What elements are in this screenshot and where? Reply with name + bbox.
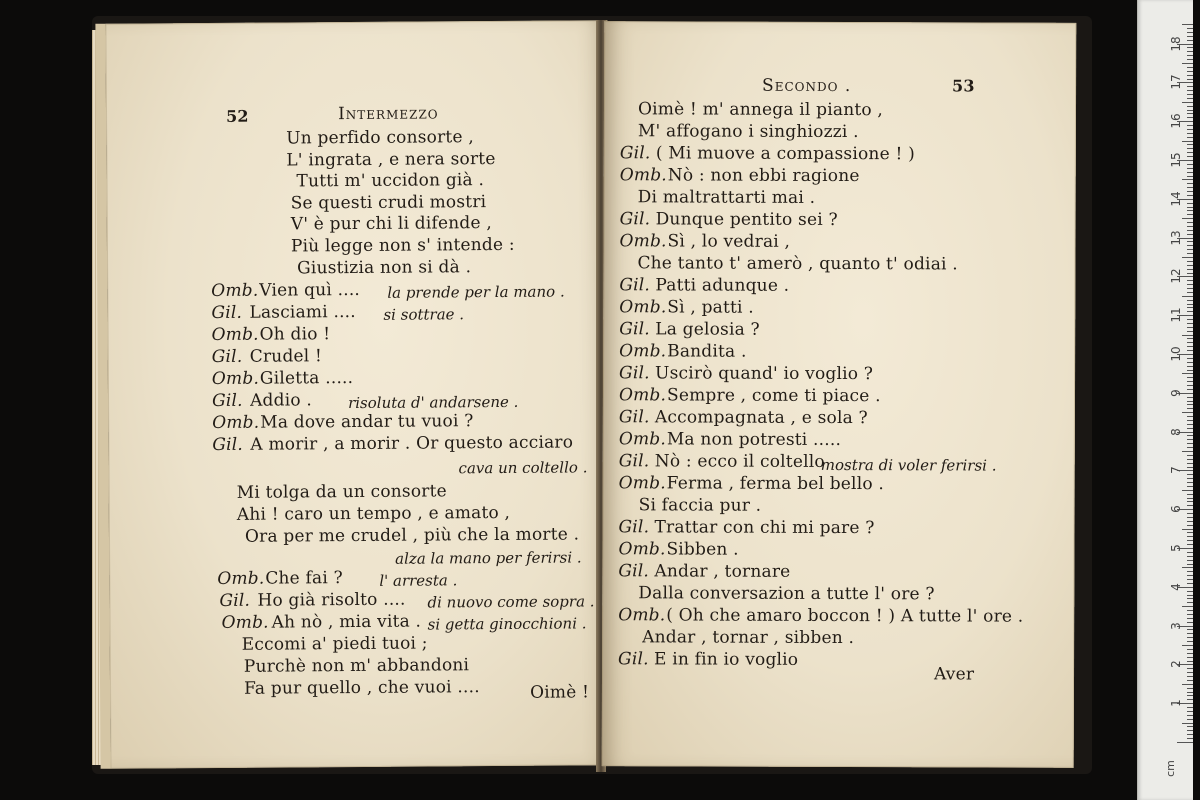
ruler-tick (1187, 67, 1193, 68)
verse-line: Ho già risolto .... (257, 589, 406, 611)
ruler-tick (1187, 280, 1193, 281)
stage-direction: si getta ginocchioni . (427, 614, 587, 634)
ruler-tick (1187, 71, 1193, 72)
ruler-tick (1187, 579, 1193, 580)
verse-line: Che fai ? (265, 568, 343, 589)
ruler-tick (1187, 552, 1193, 553)
verse-line: Tutti m' uccidon già . (296, 170, 485, 192)
ruler-tick (1187, 86, 1193, 87)
ruler-tick (1187, 176, 1193, 177)
stage-direction: la prende per la mano . (387, 282, 565, 302)
ruler-tick (1187, 152, 1193, 153)
ruler-tick (1187, 304, 1193, 305)
ruler-tick (1187, 300, 1193, 301)
ruler-tick (1187, 591, 1193, 592)
verse-line: La gelosia ? (655, 319, 760, 340)
verse-line: Uscirò quand' io voglio ? (655, 363, 874, 385)
ruler-tick (1187, 261, 1193, 262)
right-page (602, 21, 1077, 768)
ruler-tick (1187, 467, 1193, 468)
ruler-tick (1187, 622, 1193, 623)
ruler-tick (1187, 265, 1193, 266)
ruler-tick (1177, 742, 1193, 743)
ruler-tick (1187, 385, 1193, 386)
ruler-tick (1187, 292, 1193, 293)
ruler-tick (1187, 75, 1193, 76)
ruler-tick (1187, 90, 1193, 91)
ruler-tick (1187, 377, 1193, 378)
page-number: 53 (952, 76, 975, 96)
verse-line: Nò : ecco il coltello (654, 451, 825, 472)
ruler-tick (1187, 125, 1193, 126)
speaker-name: Gil. (219, 590, 251, 611)
ruler-tick (1182, 24, 1193, 25)
ruler-tick (1187, 424, 1193, 425)
ruler-label: 8 (1169, 427, 1183, 436)
speaker-name: Omb. (619, 165, 667, 186)
verse-line: Ma dove andar tu vuoi ? (260, 411, 474, 433)
ruler-tick (1187, 401, 1193, 402)
ruler-tick (1187, 245, 1193, 246)
speaker-name: Gil. (211, 302, 243, 323)
ruler-tick (1182, 373, 1193, 374)
ruler-tick (1187, 207, 1193, 208)
ruler-label: 18 (1169, 35, 1183, 52)
ruler-tick (1187, 164, 1193, 165)
stage-direction: mostra di voler ferirsi . (820, 455, 997, 475)
ruler-tick (1187, 726, 1193, 727)
ruler-tick (1187, 443, 1193, 444)
ruler-tick (1187, 203, 1193, 204)
ruler-tick (1187, 338, 1193, 339)
ruler-label: 17 (1169, 74, 1183, 91)
ruler-tick (1187, 79, 1193, 80)
ruler-tick (1187, 494, 1193, 495)
stage-direction: cava un coltello . (458, 458, 588, 478)
left-page (95, 20, 612, 769)
verse-line: Ahi ! caro un tempo , e amato , (236, 502, 511, 525)
verse-line: Ah nò , mia vita . (271, 611, 422, 633)
ruler-tick (1187, 404, 1193, 405)
verse-line: M' affogano i singhiozzi . (637, 121, 859, 143)
ruler-tick (1187, 269, 1193, 270)
ruler-tick (1187, 730, 1193, 731)
ruler-tick (1187, 148, 1193, 149)
ruler-tick (1187, 144, 1193, 145)
verse-line: Crudel ! (249, 346, 323, 367)
verse-line: Lasciami .... (249, 301, 356, 323)
ruler-tick (1187, 381, 1193, 382)
ruler-tick (1187, 637, 1193, 638)
ruler-tick (1187, 734, 1193, 735)
ruler-label: 11 (1169, 307, 1183, 323)
ruler-tick (1187, 672, 1193, 673)
verse-line: L' ingrata , e nera sorte (286, 149, 496, 171)
speaker-name: Gil. (619, 363, 650, 384)
speaker-name: Omb. (618, 429, 667, 450)
verse-line: Sempre , come ti piace . (666, 385, 881, 407)
ruler-tick (1187, 455, 1193, 456)
ruler-tick (1182, 257, 1193, 258)
ruler-tick (1182, 179, 1193, 180)
verse-line: Nò : non ebbi ragione (667, 165, 860, 187)
ruler-tick (1182, 102, 1193, 103)
ruler-tick (1187, 692, 1193, 693)
ruler-label: 4 (1169, 582, 1183, 591)
ruler-tick (1187, 459, 1193, 460)
ruler-tick (1187, 350, 1193, 351)
ruler-tick (1187, 230, 1193, 231)
ruler-tick (1187, 525, 1193, 526)
ruler-tick (1187, 602, 1193, 603)
ruler-tick (1187, 571, 1193, 572)
verse-line: Dunque pentito sei ? (655, 209, 838, 230)
ruler-tick (1187, 110, 1193, 111)
speaker-name: Omb. (212, 412, 260, 433)
stage-direction: si sottrae . (383, 305, 465, 324)
verse-line: Si faccia pur . (638, 495, 762, 516)
ruler-tick (1187, 482, 1193, 483)
page-number: 52 (225, 106, 249, 126)
ruler-tick (1187, 680, 1193, 681)
ruler-tick (1187, 55, 1193, 56)
verse-line: Più legge non s' intende : (290, 234, 515, 257)
ruler-tick (1187, 222, 1193, 223)
ruler-label: 3 (1169, 621, 1183, 630)
verse-line: Bandita . (667, 341, 747, 362)
ruler-tick (1187, 168, 1193, 169)
ruler-tick (1182, 218, 1193, 219)
verse-line: Oimè ! m' annega il pianto , (637, 99, 884, 121)
verse-line: Che tanto t' amerò , quanto t' odiai . (637, 253, 958, 275)
verse-line: Di maltrattarti mai . (637, 187, 816, 208)
ruler-tick (1187, 40, 1193, 41)
ruler-tick (1187, 618, 1193, 619)
ruler-tick (1187, 358, 1193, 359)
verse-line: Ora per me crudel , più che la morte . (244, 524, 580, 547)
verse-line: Se questi crudi mostri (290, 192, 487, 214)
speaker-name: Gil. (619, 275, 651, 296)
ruler-label: 13 (1169, 229, 1183, 246)
speaker-name: Omb. (217, 568, 265, 589)
ruler-tick (1187, 435, 1193, 436)
ruler-tick (1187, 191, 1193, 192)
ruler-tick (1187, 595, 1193, 596)
ruler-tick (1187, 307, 1193, 308)
ruler-tick (1187, 715, 1193, 716)
speaker-name: Gil. (618, 407, 650, 428)
ruler-tick (1187, 36, 1193, 37)
ruler-tick (1182, 490, 1193, 491)
ruler-tick (1187, 98, 1193, 99)
ruler-tick (1187, 668, 1193, 669)
verse-line: Fa pur quello , che vuoi .... (243, 677, 480, 699)
ruler-tick (1187, 695, 1193, 696)
ruler-tick (1187, 117, 1193, 118)
ruler-label: 1 (1169, 699, 1183, 708)
ruler-tick (1187, 370, 1193, 371)
ruler-tick (1187, 362, 1193, 363)
verse-line: Andar , tornare (654, 561, 791, 582)
ruler-tick (1187, 540, 1193, 541)
ruler-tick (1187, 521, 1193, 522)
ruler-tick (1187, 319, 1193, 320)
ruler-tick (1182, 141, 1193, 142)
ruler-tick (1187, 342, 1193, 343)
verse-line: Dalla conversazion a tutte l' ore ? (638, 583, 935, 605)
stage-direction: alza la mano per ferirsi . (395, 548, 582, 568)
ruler-tick (1187, 47, 1193, 48)
verse-line: Giustizia non si dà . (297, 257, 472, 279)
ruler-tick (1182, 296, 1193, 297)
verse-line: Sibben . (666, 539, 739, 560)
ruler-tick (1182, 412, 1193, 413)
verse-line: Oh dio ! (259, 324, 331, 345)
speaker-name: Gil. (619, 209, 651, 230)
ruler-tick (1187, 688, 1193, 689)
ruler-tick (1187, 94, 1193, 95)
ruler-tick (1182, 63, 1193, 64)
ruler-tick (1187, 583, 1193, 584)
ruler-tick (1187, 463, 1193, 464)
ruler-tick (1182, 529, 1193, 530)
ruler-tick (1187, 253, 1193, 254)
speaker-name: Gil. (619, 319, 650, 340)
speaker-name: Gil. (619, 143, 651, 164)
ruler-tick (1187, 249, 1193, 250)
ruler-tick (1187, 532, 1193, 533)
ruler-tick (1187, 439, 1193, 440)
ruler-tick (1187, 633, 1193, 634)
ruler-label: 5 (1169, 544, 1183, 552)
stage-direction: risoluta d' andarsene . (347, 392, 519, 413)
ruler-tick (1187, 505, 1193, 506)
ruler-tick (1187, 172, 1193, 173)
ruler-tick (1187, 408, 1193, 409)
speaker-name: Gil. (618, 517, 650, 538)
ruler-tick (1187, 513, 1193, 514)
verse-line: Sì , patti . (667, 297, 754, 318)
stage-direction: di nuovo come sopra . (427, 592, 595, 612)
speaker-name: Gil. (211, 346, 243, 367)
ruler-tick (1187, 699, 1193, 700)
ruler-tick (1187, 397, 1193, 398)
catchword: Oimè ! (530, 682, 590, 703)
ruler-tick (1187, 556, 1193, 557)
verse-line: Un perfido consorte , (286, 127, 474, 149)
verse-line: Ma non potresti ..... (666, 429, 842, 451)
verse-line: ( Mi muove a compassione ! ) (655, 143, 915, 165)
speaker-name: Gil. (211, 390, 243, 411)
ruler-tick (1187, 51, 1193, 52)
verse-line: Accompagnata , e sola ? (654, 407, 868, 429)
ruler-tick (1187, 389, 1193, 390)
ruler-tick (1187, 366, 1193, 367)
verse-line: Eccomi a' piedi tuoi ; (241, 633, 428, 655)
ruler-tick (1187, 133, 1193, 134)
ruler-tick (1187, 719, 1193, 720)
verse-line: Purchè non m' abbandoni (243, 655, 470, 677)
speaker-name: Omb. (211, 280, 259, 301)
ruler-tick (1187, 428, 1193, 429)
ruler-tick (1187, 28, 1193, 29)
verse-line: Trattar con chi mi pare ? (654, 517, 875, 539)
ruler-tick (1187, 327, 1193, 328)
ruler-tick (1187, 195, 1193, 196)
ruler-tick (1187, 501, 1193, 502)
ruler-tick (1182, 645, 1193, 646)
ruler-tick (1187, 653, 1193, 654)
ruler-tick (1187, 323, 1193, 324)
ruler-tick (1187, 311, 1193, 312)
verse-line: ( Oh che amaro boccon ! ) A tutte l' ore . (666, 605, 1024, 627)
ruler-tick (1187, 614, 1193, 615)
ruler-tick (1182, 567, 1193, 568)
verse-line: A morir , a morir . Or questo acciaro (250, 432, 574, 455)
ruler-tick (1187, 564, 1193, 565)
speaker-name: Gil. (212, 434, 244, 455)
ruler-tick (1182, 684, 1193, 685)
ruler-tick (1187, 517, 1193, 518)
ruler-label: 14 (1169, 191, 1183, 207)
ruler-tick (1187, 210, 1193, 211)
speaker-name: Omb. (221, 612, 269, 633)
ruler-tick (1187, 649, 1193, 650)
ruler-label: 12 (1169, 268, 1183, 285)
ruler-tick (1187, 241, 1193, 242)
verse-line: Andar , tornar , sibben . (642, 627, 855, 649)
ruler-tick (1187, 234, 1193, 235)
ruler-tick (1187, 657, 1193, 658)
ruler-tick (1187, 156, 1193, 157)
verse-line: Giletta ..... (259, 368, 354, 389)
ruler-label: 16 (1169, 113, 1183, 129)
ruler-tick (1187, 32, 1193, 33)
running-head: Secondo . (762, 75, 852, 97)
speaker-name: Gil. (618, 451, 650, 472)
ruler-label: 2 (1169, 660, 1183, 669)
ruler-tick (1187, 610, 1193, 611)
running-head: Intermezzo (337, 103, 439, 125)
ruler-tick (1187, 641, 1193, 642)
ruler-tick (1187, 416, 1193, 417)
ruler-unit: cm (1163, 760, 1177, 777)
verse-line: Patti adunque . (655, 275, 790, 296)
ruler-tick (1187, 346, 1193, 347)
speaker-name: Omb. (618, 539, 666, 560)
verse-line: E in fin io voglio (654, 649, 799, 670)
ruler-tick (1182, 723, 1193, 724)
ruler-tick (1187, 284, 1193, 285)
ruler-label: 6 (1169, 505, 1183, 514)
ruler-tick (1187, 288, 1193, 289)
ruler-tick (1187, 59, 1193, 60)
ruler-tick (1187, 420, 1193, 421)
ruler-label: 15 (1169, 152, 1183, 168)
measuring-ruler (1137, 0, 1193, 800)
ruler-tick (1187, 187, 1193, 188)
speaker-name: Omb. (211, 324, 259, 345)
ruler-tick (1187, 113, 1193, 114)
ruler-tick (1187, 536, 1193, 537)
catchword: Aver (933, 664, 975, 685)
speaker-name: Omb. (618, 473, 666, 494)
ruler-label: 10 (1169, 346, 1183, 362)
ruler-tick (1187, 129, 1193, 130)
ruler-tick (1187, 137, 1193, 138)
speaker-name: Omb. (619, 231, 667, 252)
speaker-name: Gil. (618, 561, 650, 582)
verse-line: Mi tolga da un consorte (236, 481, 447, 503)
ruler-tick (1187, 226, 1193, 227)
ruler-tick (1182, 606, 1193, 607)
speaker-name: Omb. (211, 368, 260, 389)
ruler-tick (1187, 498, 1193, 499)
ruler-tick (1187, 183, 1193, 184)
ruler-tick (1187, 447, 1193, 448)
ruler-tick (1182, 335, 1193, 336)
speaker-name: Omb. (619, 341, 667, 362)
speaker-name: Omb. (618, 385, 667, 406)
verse-line: Vien quì .... (259, 279, 361, 301)
ruler-tick (1187, 474, 1193, 475)
verse-line: V' è pur chi li difende , (290, 213, 493, 235)
ruler-tick (1182, 451, 1193, 452)
verse-line: Sì , lo vedrai , (667, 231, 791, 252)
stage-direction: l' arresta . (379, 571, 458, 590)
speaker-name: Gil. (618, 649, 649, 670)
verse-line: Addio . (249, 390, 313, 411)
ruler-tick (1187, 331, 1193, 332)
ruler-label: 7 (1169, 466, 1183, 475)
ruler-tick (1187, 486, 1193, 487)
ruler-tick (1187, 711, 1193, 712)
ruler-tick (1187, 676, 1193, 677)
ruler-tick (1187, 560, 1193, 561)
ruler-tick (1187, 478, 1193, 479)
ruler-label: 9 (1169, 388, 1183, 397)
verse-line: Ferma , ferma bel bello . (666, 473, 885, 495)
ruler-tick (1187, 106, 1193, 107)
ruler-tick (1187, 707, 1193, 708)
ruler-tick (1187, 661, 1193, 662)
speaker-name: Omb. (619, 297, 667, 318)
ruler-tick (1187, 214, 1193, 215)
ruler-tick (1187, 575, 1193, 576)
ruler-tick (1187, 598, 1193, 599)
ruler-tick (1187, 273, 1193, 274)
speaker-name: Omb. (618, 605, 666, 626)
ruler-tick (1187, 629, 1193, 630)
ruler-tick (1187, 544, 1193, 545)
ruler-tick (1187, 738, 1193, 739)
